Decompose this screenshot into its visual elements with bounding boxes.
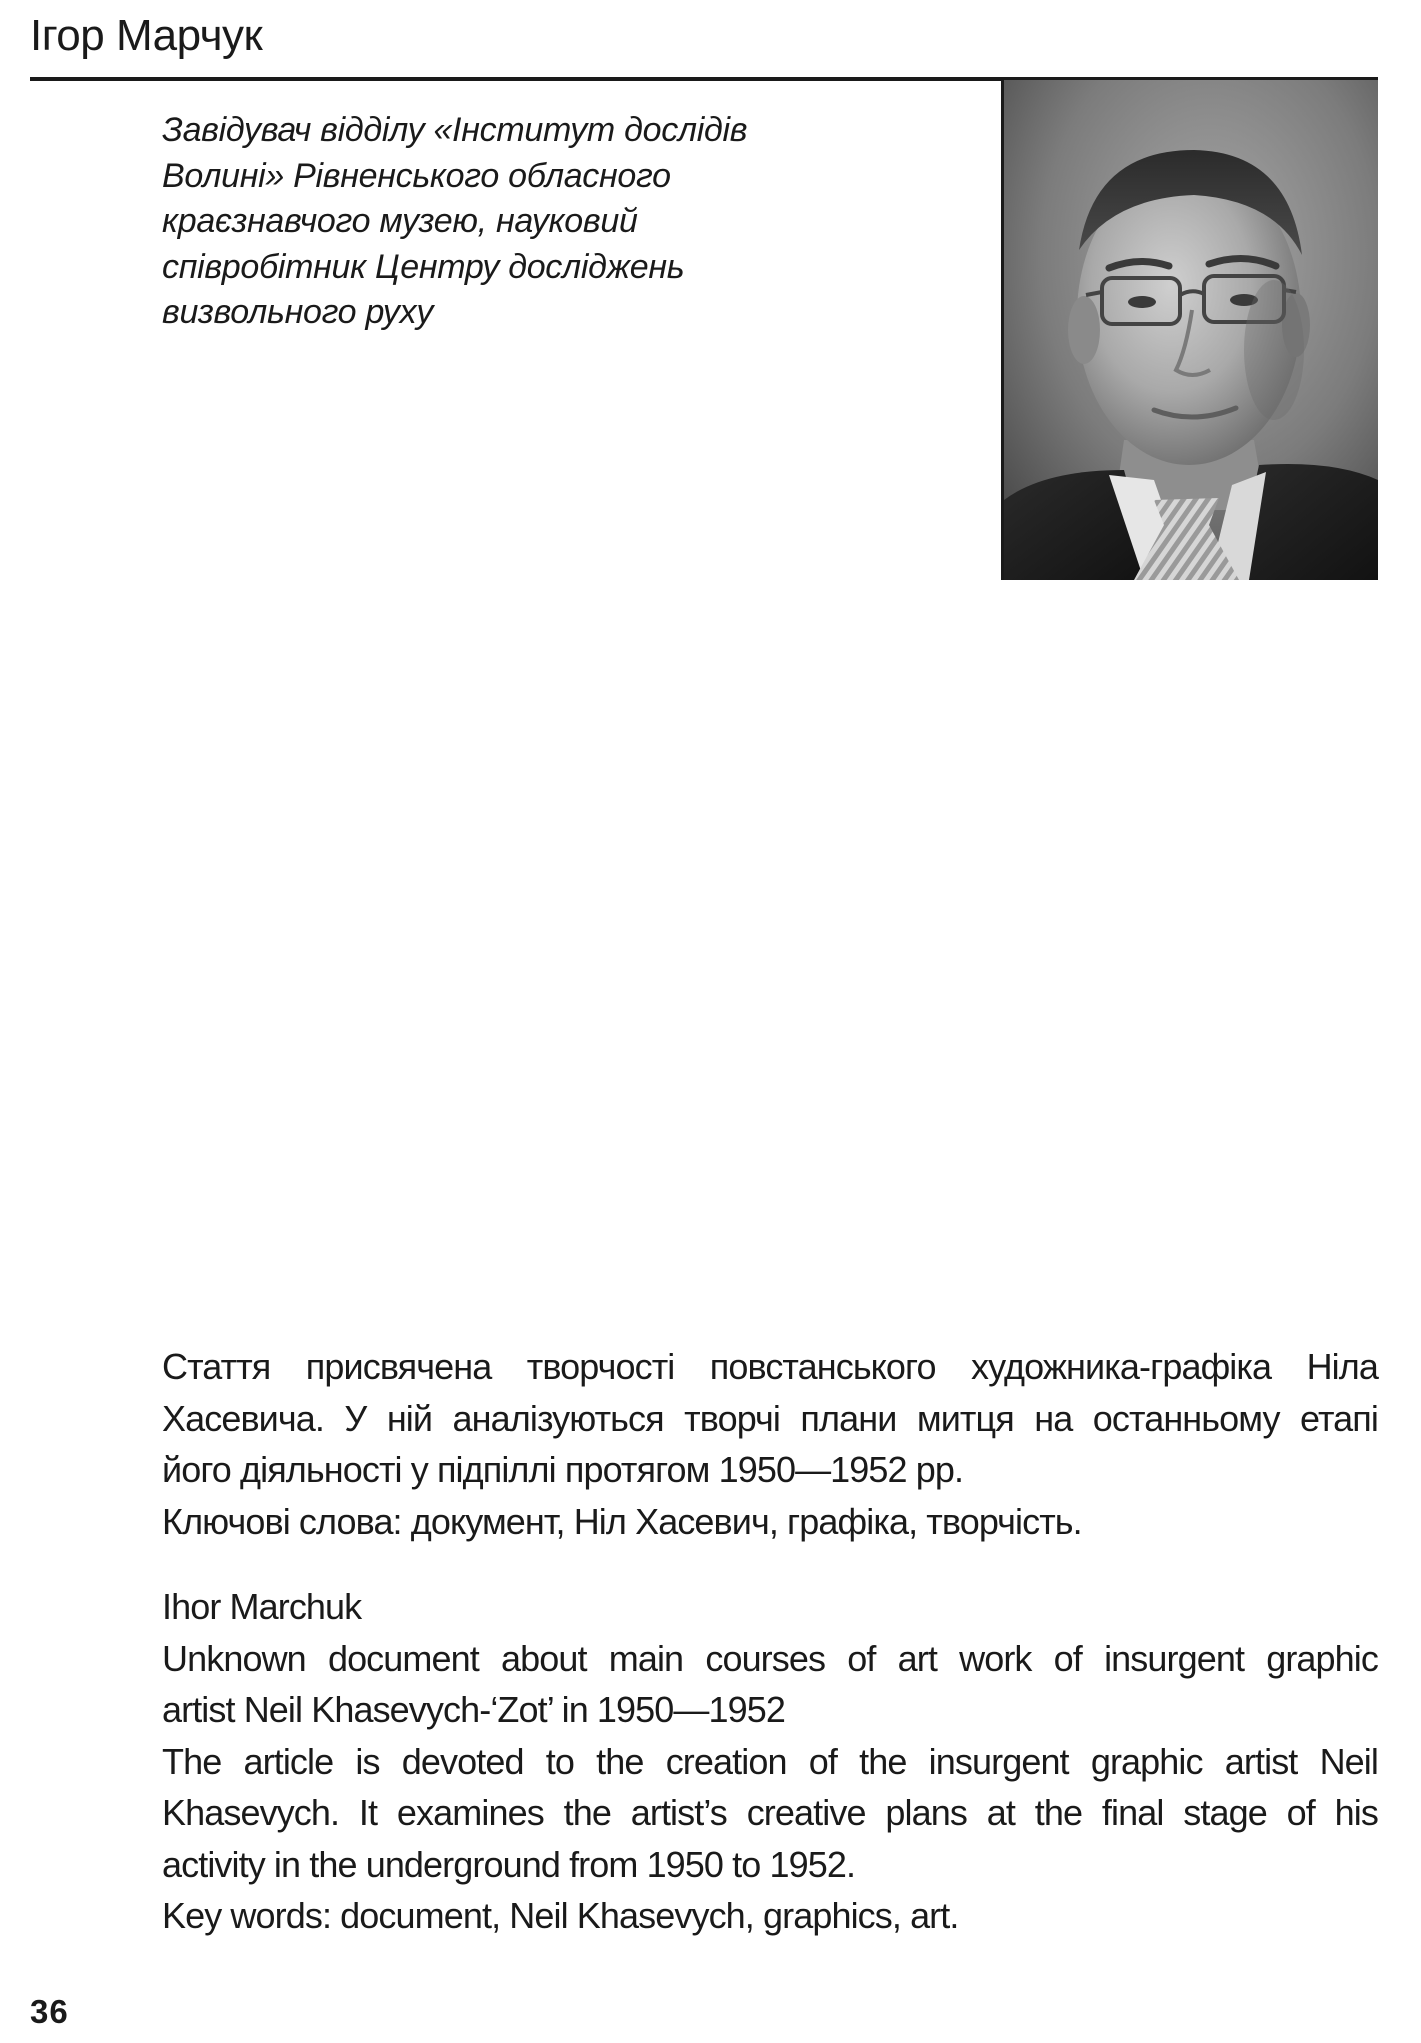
page-number: 36 (30, 1993, 69, 2030)
abstract-ua-line: його діяльності у підпіллі протягом 1950—1952 рр. (162, 1449, 964, 1490)
affiliation-line: Завідувач відділу «Інститут дослідів (162, 111, 748, 149)
keywords-en: Key words: document, Neil Khasevych, graphics, art. (162, 1895, 959, 1936)
keywords-ua: Ключові слова: документ, Ніл Хасевич, графіка, творчість. (162, 1500, 1082, 1542)
english-title-line: artist Neil Khasevych-‘Zot’ in 1950—1952 (162, 1689, 785, 1730)
section-gap (162, 1547, 1378, 1581)
abstract-en-line: The article is devoted to the creation of the insurgent graphic artist Neil (162, 1740, 1378, 1782)
affiliation-line: визвольного руху (162, 293, 434, 331)
english-title (162, 1633, 1378, 1736)
running-head-author: Ігор Марчук (30, 11, 263, 60)
portrait-image (1004, 80, 1378, 580)
affiliation-line: краєзнавчого музею, науковий (162, 202, 638, 240)
abstract-ua-line: Хасевича. У ній аналізуються творчі плани митця на останньому етапі (162, 1397, 1378, 1439)
english-author: Ihor Marchuk (162, 1586, 362, 1627)
english-title-line: Unknown document about main courses of art work of insurgent graphic (162, 1637, 1378, 1679)
abstract-en (162, 1736, 1378, 1891)
abstract-en-line: Khasevych. It examines the artist’s creative plans at the final stage of his (162, 1792, 1378, 1833)
abstract-ua-line: Стаття присвячена творчості повстанського художника-графіка Ніла (162, 1346, 1378, 1387)
abstract-block (162, 1341, 1378, 1942)
abstract-ua (162, 1341, 1378, 1496)
author-portrait-photo (1001, 80, 1378, 580)
affiliation-line: співробітник Центру досліджень (162, 247, 685, 286)
author-affiliation (162, 108, 982, 336)
abstract-en-line: activity in the underground from 1950 to 1952. (162, 1843, 856, 1885)
affiliation-line: Волині» Рівненського обласного (162, 156, 671, 195)
